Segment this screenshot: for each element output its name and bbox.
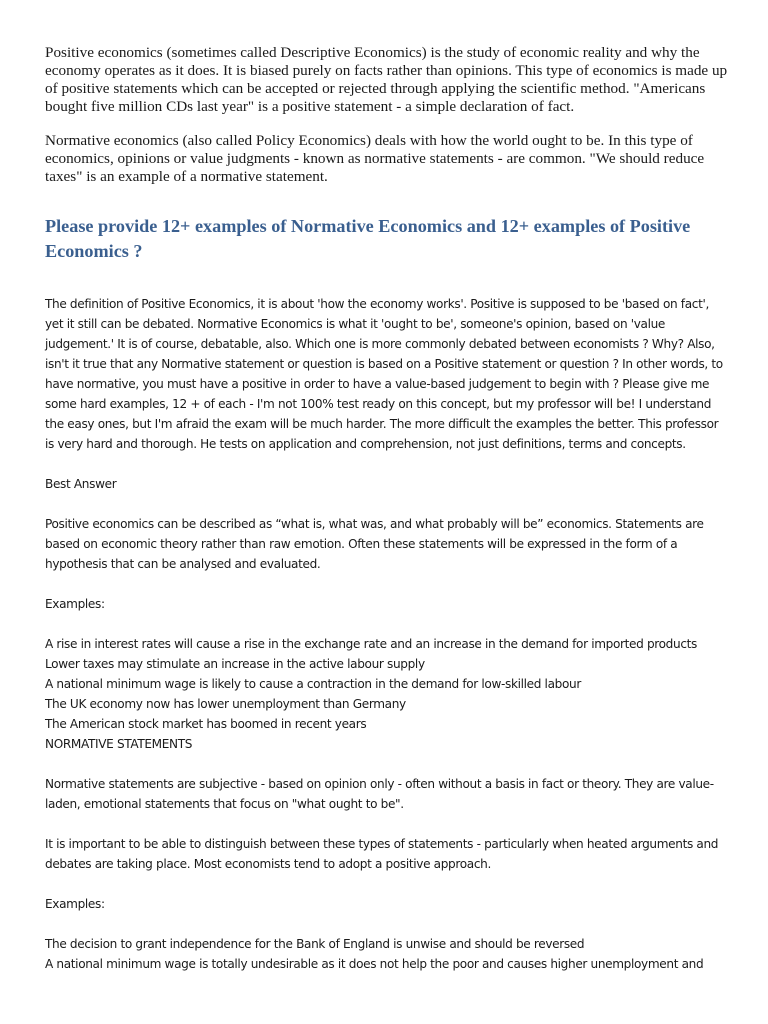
question-body: The definition of Positive Economics, it is about 'how the economy works'. Positive is supposed to be 'based on fact', yet it still can be debated. Normative Economics is what it 'ought to be', someone's opinion, based on 'value judgement.' It is of course, debatable, also. Which one is more commonly debated between economists ? Why? Also, isn't it true that any Normative statement or question is based on a Positive statement or question ? In other words, to have normative, you must have a positive in order to have a value-based judgement to begin with ? Please give me some hard examples, 12 + of each - I'm not 100% test ready on this concept, but my professor will be! I understand the easy ones, but I'm afraid the exam will be much harder. The more difficult the examples the better. This professor is very hard and thorough. He tests on application and comprehension, not just definitions, terms and concepts. (45, 297, 723, 451)
positive-intro: Positive economics can be described as “what is, what was, and what probably will be” economics. Statements are based on economic theory rather than raw emotion. Often these statements will be expressed in the form of a hypothesis that can be analysed and evaluated. (45, 517, 704, 571)
examples-label-positive: Examples: (45, 597, 105, 611)
intro-positive-paragraph: Positive economics (sometimes called Descriptive Economics) is the study of economic reality and why the economy operates as it does. It is biased purely on facts rather than opinions. This type of economics is made up of positive statements which can be accepted or rejected through applying the scientific method. "Americans bought five million CDs last year" is a positive statement - a simple declaration of fact. (45, 44, 728, 115)
distinguish-paragraph: It is important to be able to distinguish between these types of statements - particularly when heated arguments and debates are taking place. Most economists tend to adopt a positive approach. (45, 837, 719, 871)
list-item: The American stock market has boomed in recent years (45, 717, 367, 731)
normative-statements-heading: NORMATIVE STATEMENTS (45, 737, 193, 751)
list-item: A rise in interest rates will cause a rise in the exchange rate and an increase in the demand for imported products (45, 637, 697, 651)
normative-examples-list (45, 934, 728, 974)
list-item: A national minimum wage is totally undesirable as it does not help the poor and causes higher unemployment and (45, 957, 704, 971)
question-title: Please provide 12+ examples of Normative Economics and 12+ examples of Positive Economics ? (45, 216, 691, 261)
list-item: The decision to grant independence for the Bank of England is unwise and should be reversed (45, 937, 585, 951)
list-item: A national minimum wage is likely to cause a contraction in the demand for low-skilled labour (45, 677, 581, 691)
best-answer-label: Best Answer (45, 477, 117, 491)
intro-normative-paragraph: Normative economics (also called Policy Economics) deals with how the world ought to be. In this type of economics, opinions or value judgments - known as normative statements - are common. "We should reduce taxes" is an example of a normative statement. (45, 132, 705, 185)
normative-intro: Normative statements are subjective - based on opinion only - often without a basis in fact or theory. They are value-laden, emotional statements that focus on "what ought to be". (45, 777, 714, 811)
list-item: The UK economy now has lower unemployment than Germany (45, 697, 406, 711)
examples-label-normative: Examples: (45, 897, 105, 911)
positive-examples-list (45, 634, 728, 754)
list-item: Lower taxes may stimulate an increase in the active labour supply (45, 657, 425, 671)
